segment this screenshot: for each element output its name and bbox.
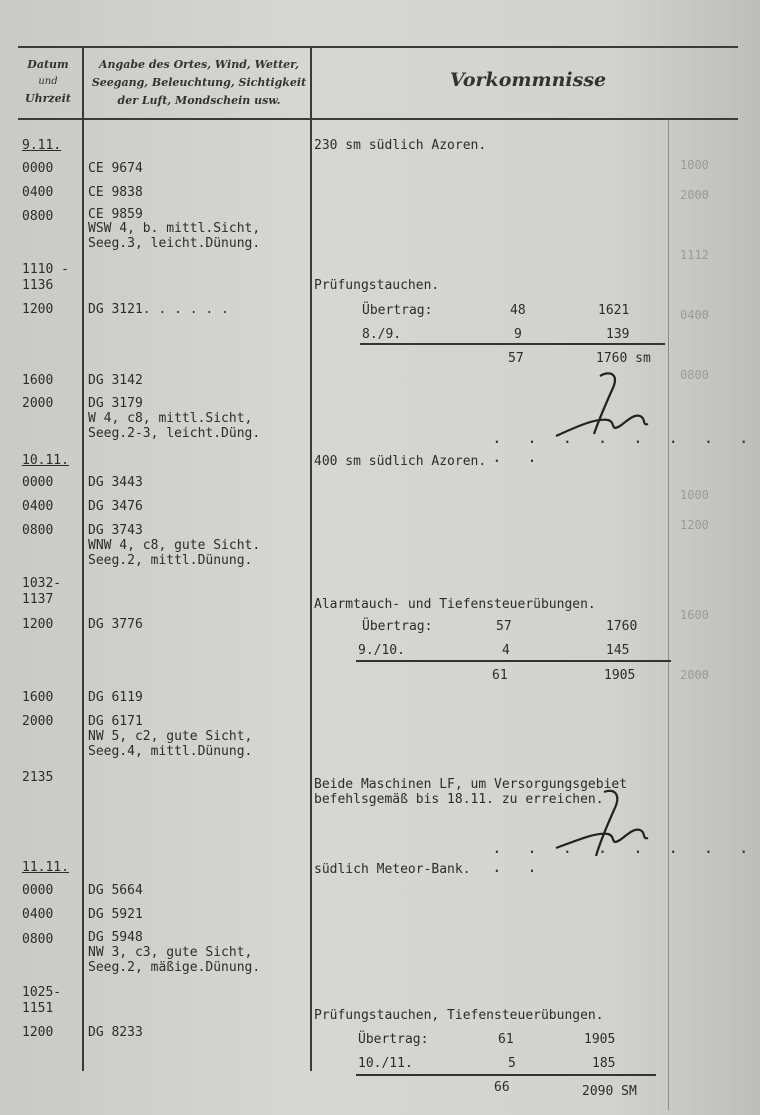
position-cell: DG 5664 — [88, 883, 143, 898]
position-cell: DG 6119 — [88, 690, 143, 705]
time-row: 1200 — [22, 302, 54, 317]
position-cell: DG 5921 — [88, 907, 143, 922]
time-row: 0000 — [22, 475, 54, 490]
time-row: 0400 — [22, 499, 54, 514]
time-row: 1032- — [22, 576, 62, 591]
time-row: 0000 — [22, 883, 54, 898]
position-cell: DG 3443 — [88, 475, 143, 490]
event-text: Prüfungstauchen, Tiefensteuerübungen. — [314, 1008, 604, 1023]
time-row: 0800 — [22, 932, 54, 947]
tally-count: 5 — [508, 1056, 516, 1071]
header-location: Angabe des Ortes, Wind, Wetter, Seegang, Beleuchtung, Sichtigkeit der Luft, Mondschein usw. — [91, 58, 307, 107]
tally-count: 48 — [510, 303, 526, 318]
tally-rule — [360, 343, 665, 345]
position-cell: DG 3179 — [88, 396, 143, 411]
time-row: 2000 — [22, 396, 54, 411]
event-text: Beide Maschinen LF, um Versorgungsgebiet — [314, 777, 628, 792]
weather-cell: NW 3, c3, gute Sicht, — [88, 945, 253, 960]
col-divider-1 — [82, 46, 84, 1071]
tally-distance: 1905 — [584, 1032, 616, 1047]
tally-total-count: 66 — [494, 1080, 510, 1095]
position-cell: DG 8233 — [88, 1025, 143, 1040]
col-divider-3 — [668, 120, 669, 1110]
time-row: 0800 — [22, 523, 54, 538]
date-11-11: 11.11. — [22, 860, 69, 875]
event-text: 230 sm südlich Azoren. — [314, 138, 487, 153]
time-row: 1110 - — [22, 262, 69, 277]
tally-rule — [356, 1074, 656, 1076]
time-row: 2135 — [22, 770, 54, 785]
time-row: 1600 — [22, 690, 54, 705]
position-cell: CE 9674 — [88, 161, 143, 176]
event-text: Prüfungstauchen. — [314, 278, 440, 293]
position-cell: DG 3476 — [88, 499, 143, 514]
signature-dots: . . . . . . . . . . — [492, 428, 757, 466]
tally-count: 61 — [498, 1032, 514, 1047]
time-row: 1137 — [22, 592, 54, 607]
tally-count: 9 — [514, 327, 522, 342]
tally-rule — [356, 660, 671, 662]
tally-count: 4 — [502, 643, 510, 658]
tally-distance: 139 — [606, 327, 630, 342]
tally-total-count: 57 — [508, 351, 524, 366]
tally-label: Übertrag: — [358, 1032, 429, 1047]
position-cell: DG 3743 — [88, 523, 143, 538]
position-cell: CE 9838 — [88, 185, 143, 200]
time-row: 0400 — [22, 907, 54, 922]
tally-label: 9./10. — [358, 643, 405, 658]
signature-dots: . . . . . . . . . . — [492, 838, 757, 876]
time-row: 1200 — [22, 617, 54, 632]
weather-cell: W 4, c8, mittl.Sicht, — [88, 411, 253, 426]
time-row: 1200 — [22, 1025, 54, 1040]
time-row: 1136 — [22, 278, 54, 293]
position-cell: DG 6171 — [88, 714, 143, 729]
tally-label: Übertrag: — [362, 619, 433, 634]
signature-2 — [548, 786, 658, 866]
time-row: 1151 — [22, 1001, 54, 1016]
weather-cell: WNW 4, c8, gute Sicht. — [88, 538, 261, 553]
bleed-through: 1000 2000 1112 0400 0800 1000 1200 1600 2000 — [680, 158, 709, 682]
tally-distance: 1760 — [606, 619, 638, 634]
time-row: 2000 — [22, 714, 54, 729]
time-row: 0800 — [22, 209, 54, 224]
header-vorkommnisse: Vorkommnisse — [449, 69, 607, 91]
position-cell: DG 5948 — [88, 930, 143, 945]
event-text: befehlsgemäß bis 18.11. zu erreichen. — [314, 792, 604, 807]
weather-cell: Seeg.2, mittl.Dünung. — [88, 553, 253, 568]
weather-cell: Seeg.3, leicht.Dünung. — [88, 236, 261, 251]
date-9-11: 9.11. — [22, 138, 62, 153]
tally-distance: 185 — [592, 1056, 616, 1071]
time-row: 1600 — [22, 373, 54, 388]
position-cell: DG 3776 — [88, 617, 143, 632]
position-cell: DG 3142 — [88, 373, 143, 388]
weather-cell: Seeg.2-3, leicht.Düng. — [88, 426, 261, 441]
time-row: 1025- — [22, 985, 62, 1000]
event-text: Alarmtauch- und Tiefensteuerübungen. — [314, 597, 596, 612]
tally-distance: 145 — [606, 643, 630, 658]
event-text: südlich Meteor-Bank. — [314, 862, 471, 877]
position-cell: CE 9859 — [88, 207, 143, 222]
weather-cell: NW 5, c2, gute Sicht, — [88, 729, 253, 744]
event-text: 400 sm südlich Azoren. — [314, 454, 487, 469]
tally-count: 57 — [496, 619, 512, 634]
tally-label: 8./9. — [362, 327, 402, 342]
tally-label: 10./11. — [358, 1056, 413, 1071]
header-rule — [18, 118, 738, 120]
tally-total-distance: 1760 sm — [596, 351, 651, 366]
weather-cell: WSW 4, b. mittl.Sicht, — [88, 221, 261, 236]
date-10-11: 10.11. — [22, 453, 69, 468]
weather-cell: Seeg.2, mäßige.Dünung. — [88, 960, 261, 975]
col-divider-2 — [310, 46, 312, 1071]
time-row: 0000 — [22, 161, 54, 176]
tally-total-distance: 2090 SM — [582, 1084, 637, 1099]
weather-cell: Seeg.4, mittl.Dünung. — [88, 744, 253, 759]
header-datum: Datum und Uhrzeit — [25, 58, 71, 105]
signature-1 — [548, 368, 658, 448]
position-cell: DG 3121. . . . . . — [88, 302, 229, 317]
tally-label: Übertrag: — [362, 303, 433, 318]
top-rule — [18, 46, 738, 48]
tally-total-distance: 1905 — [604, 668, 636, 683]
time-row: 0400 — [22, 185, 54, 200]
tally-distance: 1621 — [598, 303, 630, 318]
tally-total-count: 61 — [492, 668, 508, 683]
